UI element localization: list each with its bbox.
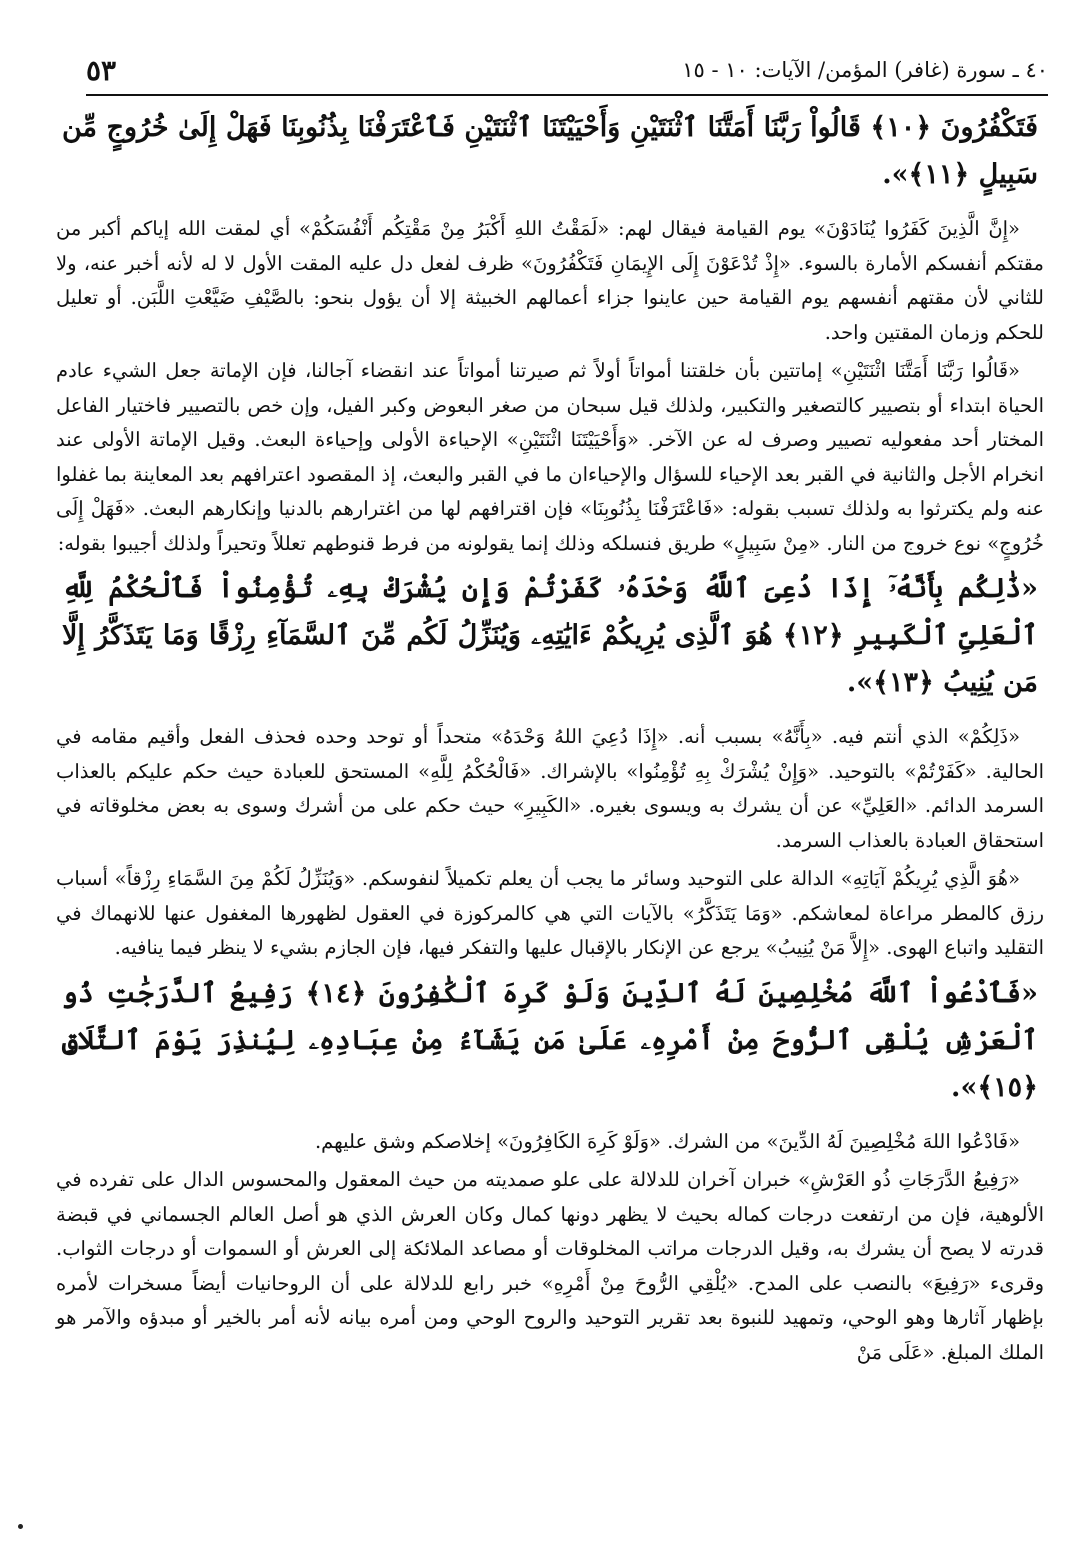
commentary-paragraph: «رَفِيعُ الدَّرَجَاتِ ذُو العَرْشِ» خبران آخران للدلالة على علو صمديته من حيث المعقول والمحسوس الدال على تفرده في الألوهية، فإن من ارتفعت درجات كماله بحيث لا يظهر دونها كمال وكان العرش الذي هو أصل العالم الجسماني في قبضة قدرته لا يصح أن يشرك به، وقيل الدرجات مراتب المخلوقات أو مصاعد الملائكة إلى العرش أو السموات أو درجات الثواب. وقرىء «رَفِيعَ» بالنصب على المدح. «يُلْقِي الرُّوحَ مِنْ أَمْرِهِ» خبر رابع للدلالة على أن الروحانيات أيضاً مسخرات لأمره بإظهار آثارها وهو الوحي، وتمهيد للنبوة بعد تقرير التوحيد والروح الوحي ومن أمره بيانه لأنه أمر بالخير أو مبدؤه والآمر هو الملك المبلغ. «عَلَى مَنْ bbox=[56, 1168, 1044, 1364]
page-header bbox=[86, 52, 1048, 96]
quran-verse-block: «ذَٰلِكُم بِأَنَّهُۥٓ إِذَا دُعِىَ ٱللَّهُ وَحْدَهُۥ كَفَرْتُمْ وَإِن يُشْرَكْ بِهِۦ تُؤْمِنُواْ فَٱلْحُكْمُ لِلَّهِ ٱلْعَلِىِّ ٱلْكَبِيرِ ﴿١٢﴾ هُوَ ٱلَّذِى يُرِيكُمْ ءَايَٰتِهِۦ وَيُنَزِّلُ لَكُم مِّنَ ٱلسَّمَآءِ رِزْقًا وَمَا يَتَذَكَّرُ إِلَّا مَن يُنِيبُ ﴿١٣﴾». bbox=[62, 573, 1038, 698]
running-title: ٤٠ ـ سورة (غافر) المؤمن/ الآيات: ١٠ - ١٥ bbox=[682, 58, 1048, 82]
quran-verse-block: فَتَكْفُرُونَ ﴿١٠﴾ قَالُواْ رَبَّنَا أَمَتَّنَا ٱثْنَتَيْنِ وَأَحْيَيْتَنَا ٱثْنَتَيْنِ فَٱعْتَرَفْنَا بِذُنُوبِنَا فَهَلْ إِلَىٰ خُرُوجٍ مِّن سَبِيلٍ ﴿١١﴾». bbox=[62, 112, 1039, 190]
scan-speck bbox=[18, 1524, 23, 1529]
commentary-paragraph: «فَادْعُوا اللهَ مُخْلِصِينَ لَهُ الدِّينَ» من الشرك. «وَلَوْ كَرِهَ الكَافِرُونَ» إخلاصكم وشق عليهم. bbox=[314, 1129, 1020, 1153]
commentary-paragraph: «ذَلِكُمْ» الذي أنتم فيه. «بِأَنَّهُ» بسبب أنه. «إِذَا دُعِيَ اللهُ وَحْدَهُ» متحداً أو توحد وحده فحذف الفعل وأقيم مقامه في الحالية. «كَفَرْتُمْ» بالتوحيد. «وَإِنْ يُشْرَكْ بِهِ تُؤْمِنُوا» بالإشراك. «فَالْحُكْمُ لِلَّهِ» المستحق للعبادة حيث حكم عليكم بالعذاب السرمد الدائم. «العَلِيِّ» عن أن يشرك به ويسوى بغيره. «الكَبِيرِ» حيث حكم على من أشرك وسوى به بعض مخلوقاته في استحقاق العبادة بالعذاب السرمد. bbox=[56, 725, 1044, 852]
commentary-paragraph: «إِنَّ الَّذِينَ كَفَرُوا يُنَادَوْنَ» يوم القيامة فيقال لهم: «لَمَقْتُ اللهِ أَكْبَرُ مِنْ مَقْتِكُم أَنْفُسَكُمْ» أي لمقت الله إياكم أكبر من مقتكم أنفسكم الأمارة بالسوء. «إِذْ تُدْعَوْنَ إِلَى الإِيمَانِ فَتَكْفُرُونَ» ظرف لفعل دل عليه المقت الأول لا له لأنه أخبر عنه، ولا للثاني لأن مقتهم أنفسهم يوم القيامة حين عاينوا جزاء أعمالهم الخبيثة إلا أن يؤول بنحو: بالصَّيْفِ ضَيَّعْتِ اللَّبَن. أو تعليل للحكم وزمان المقتين واحد. bbox=[56, 217, 1044, 344]
page-number: ٥٣ bbox=[86, 54, 117, 87]
commentary-paragraph: «هُوَ الَّذِي يُرِيكُمْ آيَاتِهِ» الدالة على التوحيد وسائر ما يجب أن يعلم تكميلاً لنفوسكم. «وَيُنَزِّلُ لَكُمْ مِنَ السَّمَاءِ رِزْقاً» أسباب رزق كالمطر مراعاة لمعاشكم. «وَمَا يَتَذَكَّرُ» بالآيات التي هي كالمركوزة في العقول لظهورها المغفول عنها للانهماك في التقليد واتباع الهوى. «إِلاَّ مَنْ يُنِيبُ» يرجع عن الإنكار بالإقبال عليها والتفكر فيها، فإن الجازم بشيء لا ينظر فيما ينافيه. bbox=[56, 867, 1044, 959]
quran-verse-block: «فَٱدْعُواْ ٱللَّهَ مُخْلِصِينَ لَهُ ٱلدِّينَ وَلَوْ كَرِهَ ٱلْكَٰفِرُونَ ﴿١٤﴾ رَفِيعُ ٱلدَّرَجَٰتِ ذُو ٱلْعَرْشِ يُلْقِى ٱلرُّوحَ مِنْ أَمْرِهِۦ عَلَىٰ مَن يَشَآءُ مِنْ عِبَادِهِۦ لِيُنذِرَ يَوْمَ ٱلتَّلَاقِ ﴿١٥﴾». bbox=[62, 977, 1038, 1103]
page-body bbox=[56, 104, 1044, 1374]
commentary-paragraph: «قَالُوا رَبَّنَا أَمَتَّنَا اثْنَتَيْنِ» إماتتين بأن خلقتنا أمواتاً أولاً ثم صيرتنا أمواتاً عند انقضاء آجالنا، فإن الإماتة جعل الشيء عادم الحياة ابتداء أو بتصيير كالتصغير والتكبير، ولذلك قيل سبحان من صغر البعوض وكبر الفيل، وإن خص بالتصيير فاختيار الفاعل المختار أحد مفعوليه تصيير وصرف له عن الآخر. «وَأَحْيَيْتَنَا اثْنَتَيْنِ» الإحياءة الأولى وإحياءة البعث. وقيل الإماتة الأولى عند انخرام الأجل والثانية في القبر بعد الإحياء للسؤال والإحياءان ما في القبر والبعث، إذ المقصود اعترافهم بعد المعاينة بما غفلوا عنه ولم يكترثوا به ولذلك تسبب بقوله: «فَاعْتَرَفْنَا بِذُنُوبِنَا» فإن اقترافهم لها من اغترارهم بالدنيا وإنكارهم البعث. «فَهَلْ إِلَى خُرُوجٍ» نوع خروج من النار. «مِنْ سَبِيلٍ» طريق فنسلكه وذلك إنما يقولونه من فرط قنوطهم تعللاً وتحيراً ولذلك أجيبوا بقوله: bbox=[56, 359, 1044, 555]
